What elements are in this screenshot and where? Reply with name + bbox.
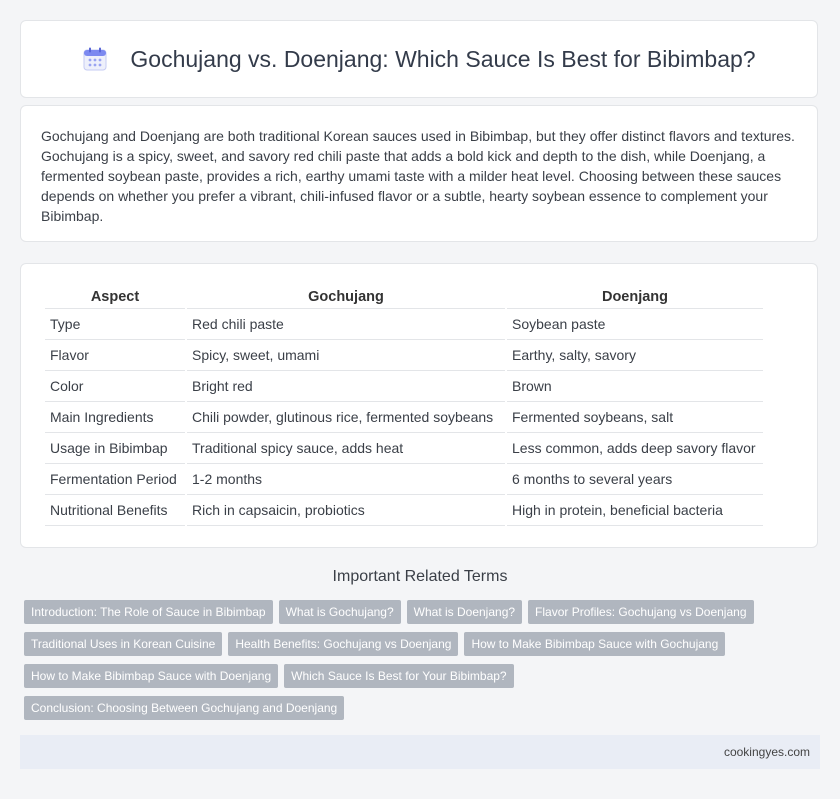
table-row	[45, 402, 763, 433]
related-tag[interactable]: Health Benefits: Gochujang vs Doenjang	[228, 632, 458, 656]
related-tag[interactable]: How to Make Bibimbap Sauce with Gochujang	[464, 632, 725, 656]
table-row	[45, 433, 763, 464]
page-title: Gochujang vs. Doenjang: Which Sauce Is Best for Bibimbap?	[130, 45, 756, 72]
intro-card	[20, 105, 818, 242]
footer-site-link[interactable]: cookingyes.com	[723, 745, 810, 759]
cell-doenjang: High in protein, beneficial bacteria	[507, 495, 763, 526]
comparison-table-card	[20, 263, 818, 548]
calendar-icon	[82, 46, 108, 72]
cell-gochujang: Spicy, sweet, umami	[187, 340, 505, 371]
cell-doenjang: Fermented soybeans, salt	[507, 402, 763, 433]
footer	[20, 735, 820, 769]
table-row	[45, 340, 763, 371]
cell-doenjang: Brown	[507, 371, 763, 402]
cell-doenjang: 6 months to several years	[507, 464, 763, 495]
related-tag[interactable]: Which Sauce Is Best for Your Bibimbap?	[284, 664, 513, 688]
header-aspect: Aspect	[45, 286, 185, 309]
intro-paragraph: Gochujang and Doenjang are both traditional Korean sauces used in Bibimbap, but they offer distinct flavors and textures. Gochujang is a spicy, sweet, and savory red chili paste that adds a bold kick and depth to the dish, while Doenjang, a fermented soybean paste, provides a rich, earthy umami taste with a milder heat level. Choosing between these sauces depends on whether you prefer a vibrant, chili-infused flavor or a subtle, hearty soybean essence to complement your Bibimbap.	[41, 128, 795, 224]
cell-aspect: Nutritional Benefits	[45, 495, 185, 526]
cell-aspect: Usage in Bibimbap	[45, 433, 185, 464]
cell-gochujang: Traditional spicy sauce, adds heat	[187, 433, 505, 464]
table-header-row	[45, 286, 763, 309]
cell-gochujang: Chili powder, glutinous rice, fermented soybeans	[187, 402, 505, 433]
related-terms-title: Important Related Terms	[332, 568, 508, 585]
cell-aspect: Flavor	[45, 340, 185, 371]
comparison-table	[43, 286, 765, 526]
cell-doenjang: Earthy, salty, savory	[507, 340, 763, 371]
cell-aspect: Color	[45, 371, 185, 402]
related-tag[interactable]: How to Make Bibimbap Sauce with Doenjang	[24, 664, 278, 688]
table-row	[45, 309, 763, 340]
related-tag[interactable]: What is Gochujang?	[279, 600, 401, 624]
related-tag[interactable]: Traditional Uses in Korean Cuisine	[24, 632, 222, 656]
related-tag[interactable]: Introduction: The Role of Sauce in Bibimbap	[24, 600, 273, 624]
cell-gochujang: Red chili paste	[187, 309, 505, 340]
title-card	[20, 20, 818, 98]
table-row	[45, 464, 763, 495]
cell-gochujang: 1-2 months	[187, 464, 505, 495]
cell-gochujang: Bright red	[187, 371, 505, 402]
cell-aspect: Fermentation Period	[45, 464, 185, 495]
cell-doenjang: Soybean paste	[507, 309, 763, 340]
cell-aspect: Main Ingredients	[45, 402, 185, 433]
related-tag[interactable]: What is Doenjang?	[407, 600, 522, 624]
cell-doenjang: Less common, adds deep savory flavor	[507, 433, 763, 464]
related-tag[interactable]: Conclusion: Choosing Between Gochujang and Doenjang	[24, 696, 344, 720]
related-terms-tags	[24, 600, 804, 728]
table-row	[45, 371, 763, 402]
cell-aspect: Type	[45, 309, 185, 340]
header-doenjang: Doenjang	[507, 286, 763, 309]
cell-gochujang: Rich in capsaicin, probiotics	[187, 495, 505, 526]
related-tag[interactable]: Flavor Profiles: Gochujang vs Doenjang	[528, 600, 753, 624]
header-gochujang: Gochujang	[187, 286, 505, 309]
table-row	[45, 495, 763, 526]
